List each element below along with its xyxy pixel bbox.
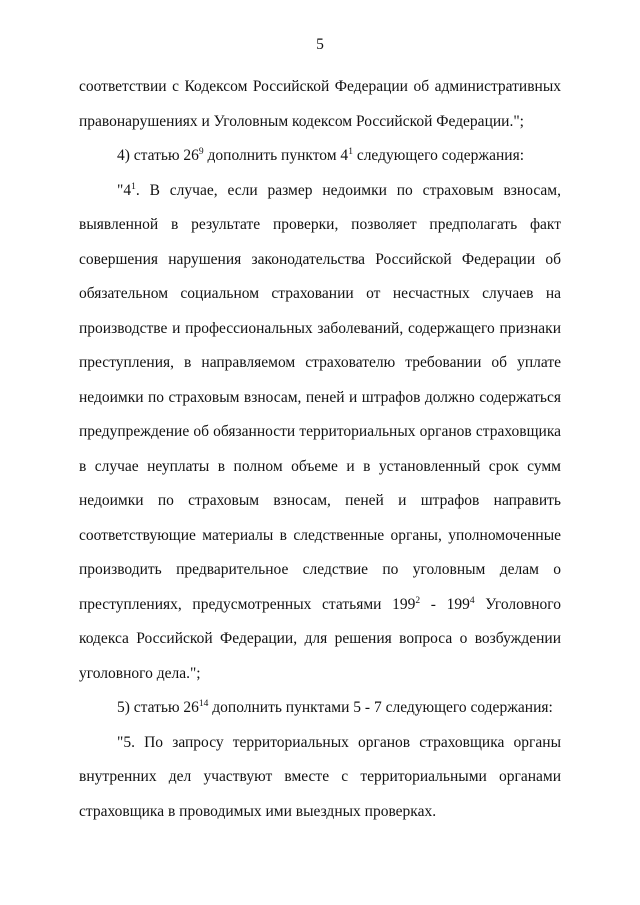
paragraph-continuation: соответствии с Кодексом Российской Федерации об административных правонарушениях и Уголовным кодексом Российской Федерации."; [79, 78, 561, 130]
item-5-text-end: дополнить пунктами 5 - 7 следующего содержания: [208, 699, 553, 716]
superscript: 2 [415, 595, 421, 606]
item-5-text-start: 5) статью 26 [117, 699, 199, 716]
item-4-text-start: 4) статью 26 [117, 147, 199, 164]
superscript: 14 [198, 699, 209, 709]
paragraph-item-4 [79, 139, 561, 174]
paragraph-point-4-1 [79, 174, 561, 692]
page-number: 5 [316, 36, 324, 53]
item-4-text-end: следующего содержания: [352, 147, 525, 164]
item-4-text-middle: дополнить пунктом 4 [203, 147, 349, 164]
superscript: 1 [131, 181, 136, 192]
point-4-1-text-body: . В случае, если размер недоимки по страховым взносам, выявленной в результате проверки, позволяет предполагать факт совершения нарушения законодательства Российской Федерации об обязательном социальном страховании от несчастных случаев на производстве и профессиональных заболеваний, содержащего признаки преступления, в направляемом страхователю требовании об уплате недоимки по страховым взносам, пеней и штрафов должно содержаться предупреждение об обязанности территориальных органов страховщика в случае неуплаты в полном объеме и в установленный срок сумм недоимки по страховым взносам, пеней и штрафов направить соответствующие материалы в следственные органы, уполномоченные производить предварительное следствие по уголовным делам о преступлениях, предусмотренных статьями 199 [79, 181, 561, 613]
point-4-1-text-start: "4 [117, 181, 132, 199]
superscript: 9 [198, 147, 204, 157]
point-4-1-text-range: - 199 [420, 595, 470, 613]
point-4-1-text-end: Уголовного кодекса Российской Федерации, для решения вопроса о возбуждении уголовного дела."; [79, 595, 561, 682]
superscript: 1 [348, 147, 353, 157]
superscript: 4 [469, 595, 475, 606]
paragraph-point-5: "5. По запросу территориальных органов страховщика органы внутренних дел участвуют вместе с территориальными органами страховщика в проводимых ими выездных проверках. [79, 733, 561, 820]
document-body [79, 70, 561, 829]
paragraph-item-5 [79, 691, 561, 726]
